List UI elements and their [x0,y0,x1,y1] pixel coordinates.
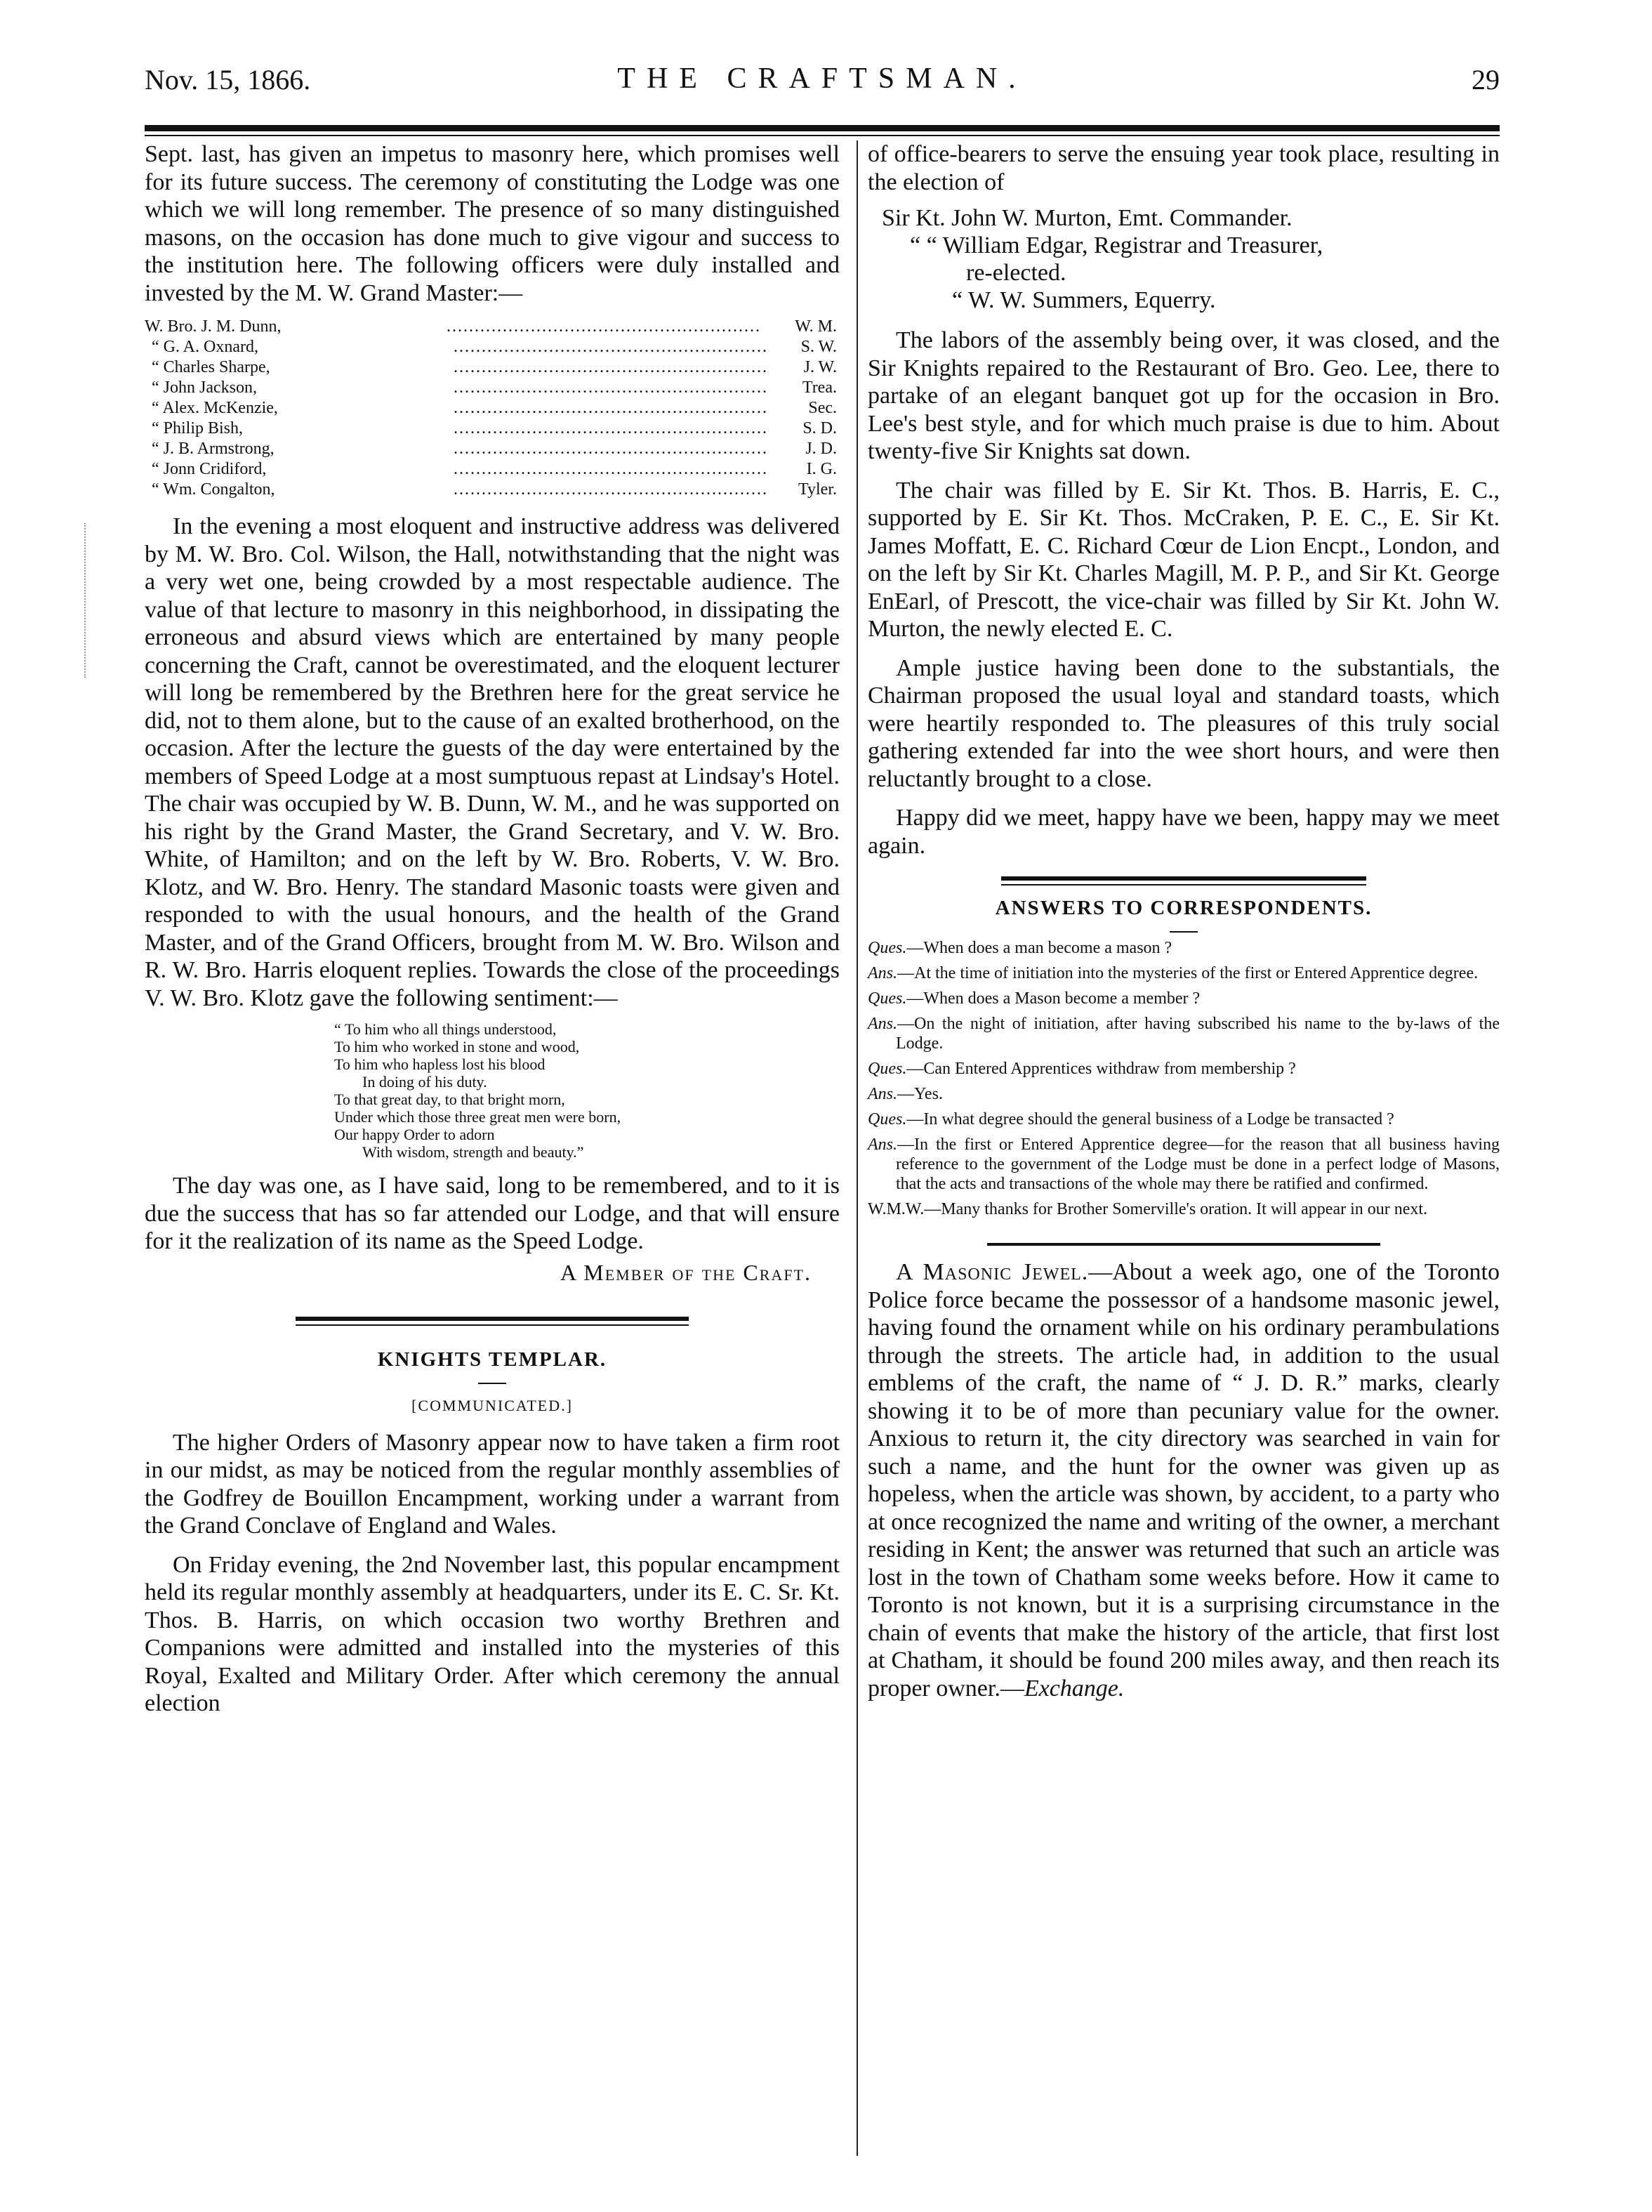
verse-line: In doing of his duty. [362,1073,487,1091]
page-number: 29 [1472,64,1500,96]
qa-item [868,1135,1500,1194]
masonic-jewel-heading: A Masonic Jewel. [896,1259,1089,1285]
verse-line: Under which those three great men were born, [334,1108,621,1126]
heading-dash [1170,931,1198,933]
officer-row [145,357,840,378]
officer-row [145,337,840,357]
officer-name: W. Bro. J. M. Dunn, [145,317,282,336]
leader-dots: ........................................................ [454,378,768,397]
officer-name: “ G. A. Oxnard, [152,338,258,356]
leader-dots: ........................................................ [454,480,768,499]
officer-office: S. W. [800,338,837,356]
qa-item [868,963,1500,983]
closing-paragraph: The day was one, as I have said, long to be remembered, and to it is due the success that has so far attended our Lodge, and that will ensure for it the realization of its name as the Speed Lodge. [145,1173,840,1254]
officer-row [145,439,840,459]
section-rule [987,1243,1380,1246]
verse-line: To him who hapless lost his blood [334,1055,546,1073]
qa-item [868,1084,1500,1104]
officer-name: “ John Jackson, [152,378,257,397]
qa-label: Ans. [868,1135,897,1154]
leader-dots: ........................................................ [454,338,768,356]
verse-line: Our happy Order to adorn [334,1126,495,1143]
qa-text: —At the time of initiation into the mysteries of the first or Entered Apprentice degree. [897,964,1479,982]
justice-paragraph: Ample justice having been done to the substantials, the Chairman proposed the usual loyal and standard toasts, which were heartily responded to. The pleasures of this truly social gathering extended far into the wee short hours, and were then reluctantly brought to a close. [868,654,1500,792]
qa-label: W.M.W. [868,1200,925,1218]
evening-address-paragraph: In the evening a most eloquent and instructive address was delivered by M. W. Bro. Col. Wilson, the Hall, notwithstanding that the night was a very wet one, being crowded by a most respectable audience. The value of that lecture to masonry in this neighborhood, in dissipating the erroneous and absurd views which are entertained by many people concerning the Craft, cannot be overestimated, and the eloquent lecturer will long be remembered by the Brethren here for the great service he did, not to them alone, but to the cause of an exalted brotherhood, on the occasion. After the lecture the guests of the day were entertained by the members of Speed Lodge at a most sumptuous repast at Lindsay's Hotel. The chair was occupied by W. B. Dunn, W. M., and he was supported on his right by the Grand Master, the Grand Secretary, and V. W. Bro. White, of Hamilton; and on the left by W. Bro. Roberts, V. W. Bro. Klotz, and W. Bro. Henry. The standard Masonic toasts were given and responded to with the usual honours, and the health of the Grand Master, and of the Grand Officers, brought from M. W. Bro. Wilson and R. W. Bro. Harris eloquent replies. Towards the close of the proceedings V. W. Bro. Klotz gave the following sentiment:— [145,513,840,1011]
officer-name: “ J. B. Armstrong, [152,440,275,458]
knights-templar-paragraph-1: The higher Orders of Masonry appear now to have taken a firm root in our midst, as may be noticed from the regular monthly assemblies of the Godfrey de Bouillon Encampment, working under a warrant from the Grand Conclave of England and Wales. [145,1429,840,1539]
issue-date: Nov. 15, 1866. [145,64,311,96]
qa-label: Ans. [868,1015,897,1033]
header-rule-thin [145,135,1500,136]
qa-item [868,1199,1500,1219]
leader-dots: ........................................................ [454,358,768,376]
officer-office: J. D. [805,440,837,458]
qa-text: —When does a man become a mason ? [906,939,1172,957]
officer-row [145,398,840,419]
qa-text: —Can Entered Apprentices withdraw from membership ? [906,1060,1296,1078]
leader-dots: ........................................................ [454,399,768,417]
officer-office: Trea. [802,378,837,397]
heading-dash [478,1383,506,1384]
qa-label: Ques. [868,1060,907,1078]
qa-text: —In the first or Entered Apprentice degree—for the reason that all business having reference to the government of the Lodge must be done in a perfect lodge of Masons, that the acts and transactions of the whole may there be ratified and confirmed. [896,1135,1500,1193]
qa-label: Ans. [868,1085,897,1103]
officer-name: “ Philip Bish, [152,419,244,437]
officer-name: “ Jonn Cridiford, [152,460,267,478]
sentiment-verse [334,1020,840,1161]
qa-item [868,1014,1500,1053]
officers-list [145,317,840,500]
elected-line: “ W. W. Summers, Equerry. [952,287,1216,313]
elected-line: “ “ William Edgar, Registrar and Treasurer, [910,232,1323,258]
answers-heading: ANSWERS TO CORRESPONDENTS. [995,897,1373,919]
knights-templar-paragraph-2: On Friday evening, the 2nd November last, this popular encampment held its regular monthly assembly at headquarters, under its E. C. Sr. Kt. Thos. B. Harris, on which occasion two worthy Brethren and Companions were admitted and installed into the mysteries of this Royal, Exalted and Military Order. After which ceremony the annual election [145,1551,840,1716]
qa-text: —In what degree should the general business of a Lodge be transacted ? [906,1110,1394,1128]
right-column [868,140,1500,1702]
leader-dots: ........................................................ [454,440,768,458]
officer-row [145,480,840,500]
officer-office: J. W. [803,358,837,376]
communicated-tag: [COMMUNICATED.] [411,1396,573,1414]
masthead-title: THE CRAFTSMAN. [617,62,1027,95]
masonic-jewel-source: Exchange. [1024,1675,1125,1701]
masonic-jewel-text: —About a week ago, one of the Toronto Police force became the possessor of a handsome masonic jewel, having found the ornament while on his ordinary perambulations through the streets. The article had, in addition to the usual emblems of the craft, the name of “ J. D. R.” marks, clearly showing it to be of more than pecuniary value for the owner. Anxious to return it, the city directory was searched in vain for such a name, and the hunt for the owner was given up as hopeless, when the article was shown, by accident, to a party who at once recognized the name and writing of the owner, a merchant residing in Kent; the answer was returned that such an article was lost in the town of Chatham some weeks before. How it came to Toronto is not known, but it is a surprising circumstance in the chain of events that make the history of the article, that first lost at Chatham, it should be found 200 miles away, and then reach its proper owner.— [868,1259,1500,1701]
qa-text: —When does a Mason become a member ? [906,989,1201,1008]
qa-label: Ques. [868,1110,907,1128]
author-signoff: A Member of the Craft. [560,1259,812,1285]
verse-line: With wisdom, strength and beauty.” [362,1143,584,1161]
qa-item [868,1110,1500,1129]
officer-row [145,378,840,398]
elected-line: Sir Kt. John W. Murton, Emt. Commander. [882,205,1293,231]
qa-label: Ans. [868,964,897,982]
qa-item [868,989,1500,1008]
officer-office: Tyler. [798,480,837,499]
qa-text: —On the night of initiation, after having subscribed his name to the by-laws of the Lodge. [896,1015,1500,1053]
knights-templar-heading: KNIGHTS TEMPLAR. [377,1348,607,1371]
officer-row [145,317,840,337]
verse-line: “ To him who all things understood, [334,1020,557,1038]
section-rule [296,1317,689,1326]
chair-paragraph: The chair was filled by E. Sir Kt. Thos. B. Harris, E. C., supported by E. Sir Kt. Thos. McCraken, P. E. C., E. Sir Kt. James Moffatt, E. C. Richard Cœur de Lion Encpt., London, and on the left by Sir Kt. Charles Magill, M. P. P., and Sir Kt. George EnEarl, of Prescott, the vice-chair was filled by Sir Kt. John W. Murton, the newly elected E. C. [868,477,1500,642]
leader-dots: ........................................................ [454,460,768,478]
left-column [145,140,840,1718]
page-header [145,59,1500,108]
masonic-jewel-paragraph [868,1258,1500,1702]
leader-dots: ........................................................ [447,317,761,336]
officer-name: “ Charles Sharpe, [152,358,270,376]
qa-item [868,938,1500,958]
header-rule-thick [145,125,1500,131]
qa-text: —Yes. [897,1085,943,1103]
elected-line: re-elected. [966,260,1066,286]
happy-paragraph: Happy did we meet, happy have we been, happy may we meet again. [868,805,1500,859]
leader-dots: ........................................................ [454,419,768,437]
qa-label: Ques. [868,939,907,957]
section-rule [1001,876,1366,886]
margin-marks [84,523,87,678]
qa-item [868,1059,1500,1079]
column-divider [857,140,858,2156]
speed-lodge-intro: Sept. last, has given an impetus to masonry here, which promises well for its future success. The ceremony of constituting the Lodge was one which we will long remember. The presence of so many distinguished masons, on the occasion has done much to give vigour and success to the institution here. The following officers were duly installed and invested by the M. W. Grand Master:— [145,141,840,306]
officer-name: “ Alex. McKenzie, [152,399,278,417]
officer-office: W. M. [795,317,837,336]
verse-line: To him who worked in stone and wood, [334,1038,580,1055]
officer-office: I. G. [806,460,837,478]
answers-list [868,938,1500,1219]
qa-label: Ques. [868,989,907,1008]
election-continuation: of office-bearers to serve the ensuing year took place, resulting in the election of [868,141,1500,195]
officer-office: Sec. [808,399,837,417]
qa-text: —Many thanks for Brother Somerville's oration. It will appear in our next. [924,1200,1428,1218]
officer-name: “ Wm. Congalton, [152,480,275,499]
officer-office: S. D. [802,419,837,437]
officer-row [145,459,840,480]
verse-line: To that great day, to that bright morn, [334,1091,565,1108]
officer-row [145,419,840,439]
elected-officers [882,204,1500,314]
labors-paragraph: The labors of the assembly being over, it was closed, and the Sir Knights repaired to the Restaurant of Bro. Geo. Lee, there to partake of an elegant banquet got up for the occasion in Bro. Lee's best style, and for which much praise is due to him. About twenty-five Sir Knights sat down. [868,327,1500,464]
